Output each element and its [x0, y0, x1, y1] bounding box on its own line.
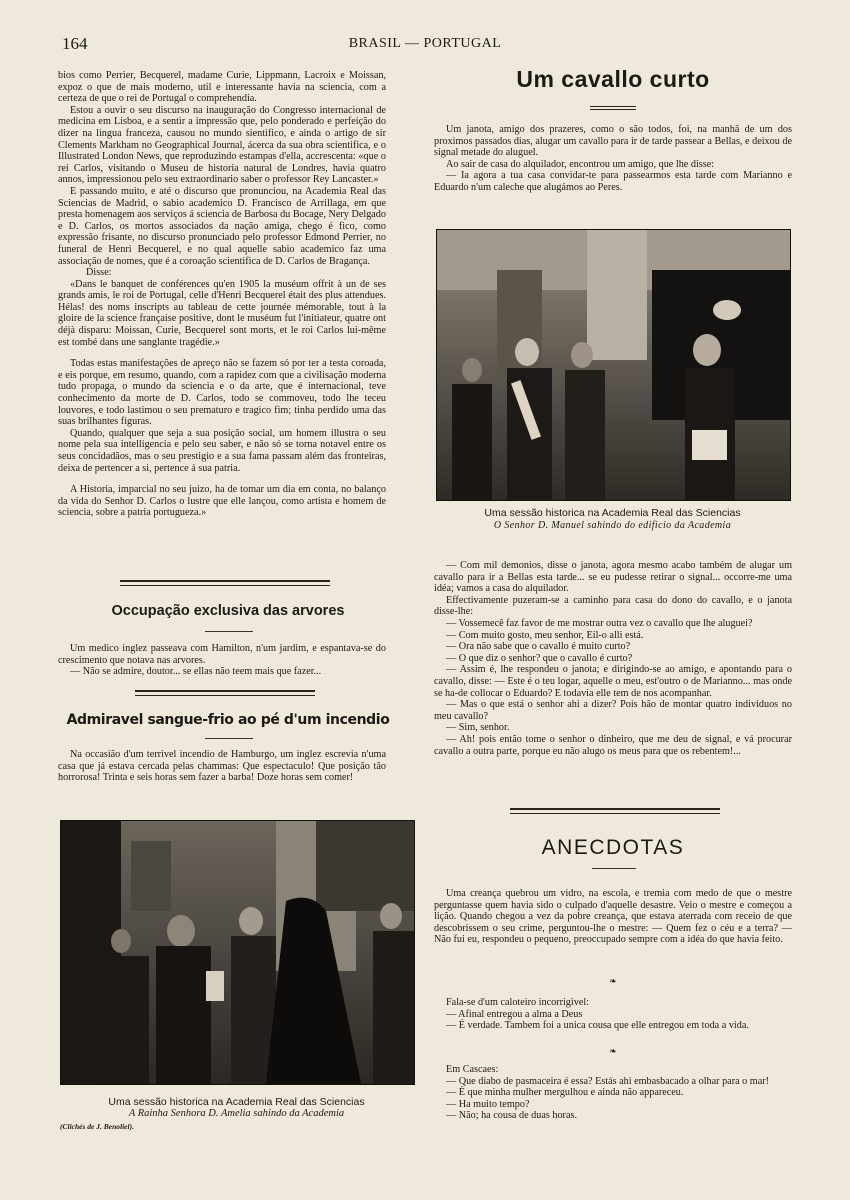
- paragraph: — Sim, senhor.: [446, 722, 510, 734]
- paragraph: Effectivamente puzeram-se a caminho para casa do dono do cavallo, e o janota disse-lhe:: [434, 594, 792, 618]
- photo-subcaption: O Senhor D. Manuel sahindo do edificio da Academia: [493, 520, 732, 531]
- incendio-text: [58, 749, 386, 784]
- paragraph: — Ha muito tempo?: [446, 1098, 530, 1110]
- story-continuation: [434, 560, 792, 757]
- photo-scene: [437, 230, 790, 500]
- paragraph: Quando, qualquer que seja a sua posição social, um homem illustra o seu nome pela sua intelligencia e pelo seu saber, e não só se torna notavel entre os seus concidadãos, mas o seu prestigio e a sua fama passam além das fronteiras, deixa de pertencer a si, pertence á sua patria.: [58, 427, 386, 474]
- paragraph: — Ah! pois então tome o senhor o dinheiro, que me deu de signal, e vá procurar cavallo a outra parte, porque eu não alugo os meus para que os rebentem!...: [434, 733, 792, 757]
- paragraph: Estou a ouvir o seu discurso na inauguração do Congresso internacional de medicina em Lisboa, e a sentir a impressão que, pelo ponderado e perfeição do dizer na lingua franceza, causou no mundo sientifico, e ainda o artigo de sir Clements Markham no Geographical Journal, ácerca da sua obra scientifica, e o Illustrated London News, que reproduzindo estampas d'ella, accrescenta: «que o rei Carlos, visitando o Museu de historia natural de Londres, havia quatro annos, impressionou pelo seu extraordinario saber o professor Rey Lancaster.»: [58, 104, 386, 186]
- paragraph: — É que minha mulher mergulhou e ainda não appareceu.: [446, 1087, 684, 1099]
- short-rule: [205, 631, 253, 632]
- paragraph: — É verdade. Tambem foi a unica cousa que elle entregou em toda a vida.: [446, 1020, 749, 1032]
- photo-subcaption: A Rainha Senhora D. Amelia sahindo da Academia: [128, 1108, 345, 1119]
- section-title-anecdotas: ANECDOTAS: [541, 836, 685, 859]
- paragraph: — Não se admire, doutor... se ellas não teem mais que fazer...: [70, 666, 322, 678]
- photo-scene: [61, 821, 414, 1084]
- anecdote-2: [434, 997, 792, 1032]
- paragraph: Ao sair de casa do alquilador, encontrou um amigo, que lhe disse:: [446, 158, 715, 170]
- paragraph: bios como Perrier, Becquerel, madame Curie, Lippmann, Lacroix e Moissan, expoz o que de mais moderno, util e interessante havia na sciencia, com a certeza de que o rei de Portugal o comprehendia.: [58, 70, 386, 105]
- paragraph: — Ora não sabe que o cavallo é muito curto?: [446, 641, 631, 653]
- photo-king-manuel: [436, 229, 791, 501]
- anecdote-1: [434, 888, 792, 946]
- photo-queen-amelia: [60, 820, 415, 1085]
- short-rule: [205, 738, 253, 739]
- paragraph: — Com mil demonios, disse o janota, agora mesmo acabo também de alugar um cavallo para ir a Bellas esta tarde... se eu pudesse retirar o signal... occorre-me uma idéa; vamos a casa do alquilador.: [434, 560, 792, 595]
- paragraph: Em Cascaes:: [446, 1064, 499, 1075]
- paragraph: A Historia, imparcial no seu juizo, ha de tomar um dia em conta, no balanço da vida do Senhor D. Carlos o lustre que elle lançou, como artista e homem de sciencia, sobre a patria portugueza.»: [58, 484, 386, 519]
- arvores-text: [58, 643, 386, 678]
- section-title-incendio: Admiravel sangue-frio ao pé d'um incendio: [66, 712, 390, 728]
- page-number: 164: [62, 34, 88, 53]
- paragraph: — Vossemecê faz favor de me mostrar outra vez o cavallo que lhe aluguei?: [446, 617, 753, 629]
- paragraph: Um janota, amigo dos prazeres, como o são todos, foi, na manhã de um dos proximos passados dias, alugar um cavallo para ir de tarde passear a Bellas, e deixou de signal metade do aluguel.: [434, 124, 792, 159]
- paragraph: — Assim é, lhe respondeu o janota; e dirigindo-se ao amigo, e apontando para o cavallo, disse: — Este é o teu logar, aquelle o meu, est'outro o de Marianno... mas onde se ha-de collocar o Eduardo? E todavia elle tem de nos acompanhar.: [434, 664, 792, 699]
- paragraph: — Mas o que está o senhor ahi a dizer? Pois hão de montar quatro individuos no meu cavallo?: [434, 699, 792, 722]
- title-rule: [590, 106, 636, 110]
- paragraph: Disse:: [86, 267, 112, 279]
- double-rule: [120, 580, 330, 586]
- paragraph: — Ia agora a tua casa convidar-te para passearmos esta tarde com Marianno e Eduardo n'um caleche que alugámos ao Peres.: [434, 170, 792, 193]
- photo-caption: Uma sessão historica na Academia Real das Sciencias: [484, 507, 741, 519]
- separator-ornament: [434, 1040, 792, 1063]
- paragraph: — Com muito gosto, meu senhor, Eil-o alli está.: [446, 629, 644, 641]
- anecdote-3: [434, 1064, 792, 1122]
- paragraph: E passando muito, e até o discurso que pronunciou, na Academia Real das Sciencias de Madrid, o sabio academico D. Francisco de Arrillaga, em que presta homenagem aos serviços á sciencia de Barbosa du Bocage, Nery Delgado e D. Carlos, os mortos associados da nação amiga, chego é fico, como expressão frisante, no discurso pronunciado pelo professor Edmond Perrier, no funeral de Henri Becquerel, e no qual aquelle sabio academico faz uma associação de nomes, que é a coroação scientifica de D. Carlos de Bragança.: [58, 185, 386, 267]
- double-rule: [510, 808, 720, 814]
- ornament-icon: ❧: [609, 976, 617, 986]
- paragraph: Todas estas manifestações de apreço não se fazem só por ter a testa coroada, e eis porque, em resumo, quando, com a rapidez com que a civilisação moderna tudo propaga, o mundo da sciencia e o da arte, que é internacional, teve conhecimento da morte de D. Carlos, todo se commoveu, todo lhe teceu louvores, e todo lastimou o seu prematuro e tragico fim; tinha perdido uma das suas brilhantes figuras.: [58, 358, 386, 428]
- short-rule: [592, 868, 636, 869]
- photo-credit: (Clichés de J. Benoliel).: [60, 1122, 134, 1131]
- paragraph: Fala-se d'um caloteiro incorrigivel:: [446, 997, 589, 1008]
- separator-ornament: [434, 970, 792, 993]
- paragraph: — Não; ha cousa de duas horas.: [446, 1110, 577, 1122]
- left-column-text: [58, 70, 386, 519]
- ornament-icon: ❧: [609, 1046, 617, 1056]
- paragraph: — O que diz o senhor? que o cavallo é curto?: [446, 652, 633, 664]
- paragraph: — Afinal entregou a alma a Deus: [446, 1008, 583, 1020]
- paragraph: — Que diabo de pasmaceira é essa? Estás ahi embasbacado a olhar para o mar!: [446, 1075, 770, 1087]
- story-intro: [434, 124, 792, 194]
- section-title-arvores: Occupação exclusiva das arvores: [111, 603, 345, 619]
- article-title: Um cavallo curto: [516, 66, 710, 92]
- french-quote: «Dans le banquet de conférences qu'en 1905 la muséum offrit à un de ses grands amis, le roi de Portugal, celle d'Henri Becquerel était des plus attendues. Hélas! des noms inscripts au tableau de cette journée mémorable, tout à la gloire de la science française positive, dont le muséum fut l'initiateur, quatre ont déjà disparu: Moissan, Curie, Becquerel sont morts, et le roi Carlos lui-même est tombé dans une sanglante tragédie.»: [58, 278, 386, 348]
- paragraph: Na occasião d'um terrivel incendio de Hamburgo, um inglez escrevia n'uma casa que já estava cercada pelas chammas: Que espectaculo! Que posição tão horrorosa! Trinta e seis horas sem fazer a barba! Doze horas sem comer!: [58, 749, 386, 784]
- paragraph: Uma creança quebrou um vidro, na escola, e tremia com medo de que o mestre perguntasse quem havia sido o culpado d'aquelle desastre. Veio o mestre e começou a lição. Quando chegou a vez da pobre creança, que estava aterrada com receio de que descobrissem o seu crime, perguntou-lhe o mestre: — Quem fez o céu e a terra? — Não fui eu, respondeu o pequeno, preoccupado sempre com a idéa do que havia feito.: [434, 888, 792, 946]
- paragraph: Um medico inglez passeava com Hamilton, n'um jardim, e espantava-se do crescimento que notava nas arvores.: [58, 643, 386, 666]
- running-title: BRASIL — PORTUGAL: [348, 36, 502, 51]
- double-rule: [135, 690, 315, 696]
- photo-caption: Uma sessão historica na Academia Real das Sciencias: [108, 1096, 365, 1108]
